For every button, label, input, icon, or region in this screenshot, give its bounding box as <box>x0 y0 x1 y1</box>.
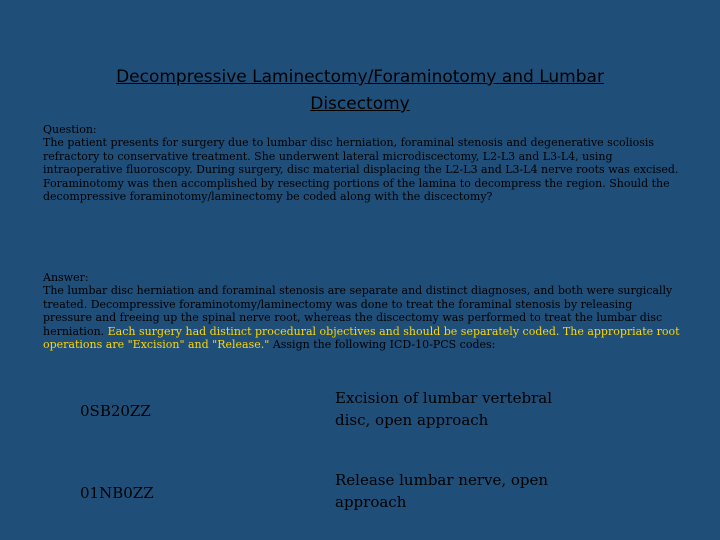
question-block <box>43 123 683 203</box>
answer-text: The lumbar disc herniation and foraminal stenosis are separate and distinct diagnoses, and both were surgically treated. Decompressive foraminotomy/laminectomy was done to treat the foraminal stenosis by releasing pressure and freeing up the spinal nerve root, whereas the discectomy was performed to treat the lumbar disc herniation. <box>43 284 673 338</box>
code-description: Excision of lumbar vertebral disc, open approach <box>335 389 553 429</box>
code-description: Release lumbar nerve, open approach <box>335 471 549 511</box>
question-label: Question: <box>43 123 97 136</box>
answer-text-after: Assign the following ICD-10-PCS codes: <box>269 338 496 352</box>
question-text: The patient presents for surgery due to lumbar disc herniation, foraminal stenosis and degenerative scoliosis refractory to conservative treatment. She underwent lateral microdiscectomy, L2-L3 and L3-L4, using intraoperative fluoroscopy. During surgery, disc material displacing the L2-L3 and L3-L4 nerve roots was excised. Foraminotomy was then accomplished by resecting portions of the lamina to decompress the region. Should the decompressive foraminotomy/laminectomy be coded along with the discectomy? <box>43 136 679 204</box>
slide-title: Decompressive Laminectomy/Foraminotomy and Lumbar Discectomy <box>116 67 604 114</box>
answer-highlight: Each surgery had distinct procedural objectives and should be separately coded. The appropriate root operations are "Excision" and "Release." <box>43 324 680 352</box>
icd-code: 0SB20ZZ <box>80 402 151 420</box>
answer-label: Answer: <box>43 271 89 284</box>
answer-block <box>43 271 683 351</box>
icd-code: 01NB0ZZ <box>80 484 154 502</box>
